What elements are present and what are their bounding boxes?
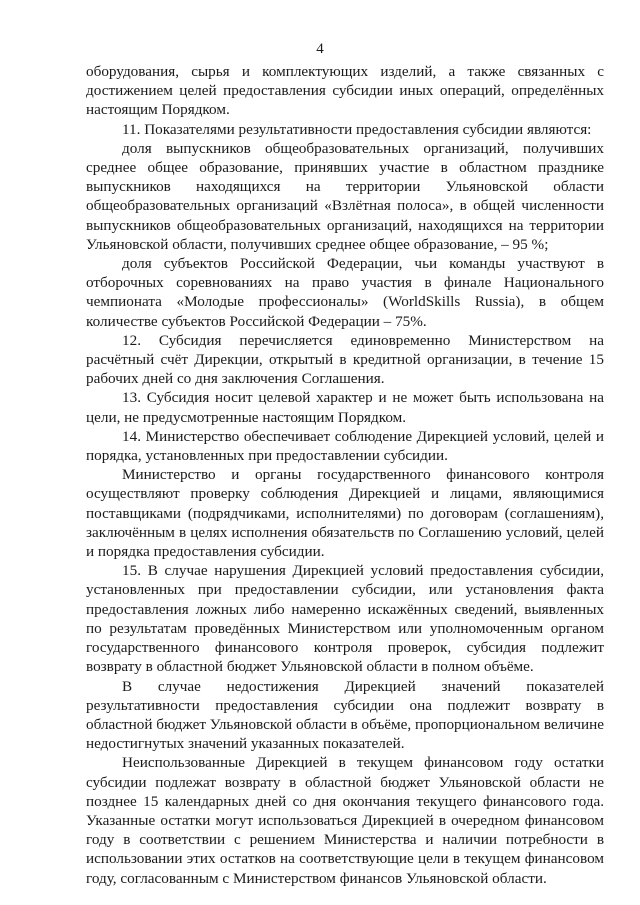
paragraph-item-11: 11. Показателями результативности предоставления субсидии являются: bbox=[122, 120, 592, 138]
paragraph-non-achievement: В случае недостижения Дирекцией значений показателей результативности предоставления субсидии она подлежит возврату в областной бюджет Ульяновской области в объёме, пропорциональном величине недостигнутых значений указанных показателей. bbox=[86, 677, 604, 753]
document-body bbox=[86, 62, 604, 888]
page-number: 4 bbox=[316, 41, 324, 57]
paragraph-item-13: 13. Субсидия носит целевой характер и не может быть использована на цели, не предусмотренные настоящим Порядком. bbox=[86, 389, 604, 426]
paragraph-item-14: 14. Министерство обеспечивает соблюдение Дирекцией условий, целей и порядка, установленных при предоставлении субсидии. bbox=[86, 427, 604, 465]
paragraph-item-15: 15. В случае нарушения Дирекцией условий предоставления субсидии, установленных при предоставлении субсидии, или установления факта предоставления ложных либо намеренно искажённых сведений, выявленных по результатам проведённых Министерством или уполномоченным органом государственного финансового контроля проверок, субсидия подлежит возврату в областной бюджет Ульяновской области в полном объёме. bbox=[86, 562, 604, 676]
paragraph-indicator-regions: доля субъектов Российской Федерации, чьи команды участвуют в отборочных соревнованиях на право участия в финале Национального чемпионата «Молодые профессионалы» (WorldSkills Russia), в общем количестве субъектов Российской Федерации – 75%. bbox=[86, 255, 604, 330]
paragraph-control: Министерство и органы государственного финансового контроля осуществляют проверку соблюдения Дирекцией и лицами, являющимися поставщиками (подрядчиками, исполнителями) по договорам (соглашениям), заключённым в целях исполнения обязательств по Соглашению условий, целей и порядка предоставления субсидии. bbox=[86, 466, 604, 561]
paragraph-continuation: оборудования, сырья и комплектующих изделий, а также связанных с достижением целей предоставления субсидии иных операций, определённых настоящим Порядком. bbox=[86, 63, 604, 119]
paragraph-unused-balance: Неиспользованные Дирекцией в текущем финансовом году остатки субсидии подлежат возврату в областной бюджет Ульяновской области не позднее 15 календарных дней со дня окончания текущего финансового года. Указанные остатки могут использоваться Дирекцией в очередном финансовом году в соответствии с решением Министерства и наличии потребности в использовании этих остатков на соответствующие цели в текущем финансовом году, согласованным с Министерством финансов Ульяновской области. bbox=[86, 754, 604, 887]
paragraph-indicator-graduates: доля выпускников общеобразовательных организаций, получивших среднее общее образование, принявших участие в областном празднике выпускников находящихся на территории Ульяновской области общеобразовательных организаций «Взлётная полоса», в общей численности выпускников общеобразовательных организаций, находящихся на территории Ульяновской области, получивших среднее общее образование, – 95 %; bbox=[86, 139, 604, 253]
paragraph-item-12: 12. Субсидия перечисляется единовременно Министерством на расчётный счёт Дирекции, открытый в кредитной организации, в течение 15 рабочих дней со дня заключения Соглашения. bbox=[86, 331, 604, 388]
